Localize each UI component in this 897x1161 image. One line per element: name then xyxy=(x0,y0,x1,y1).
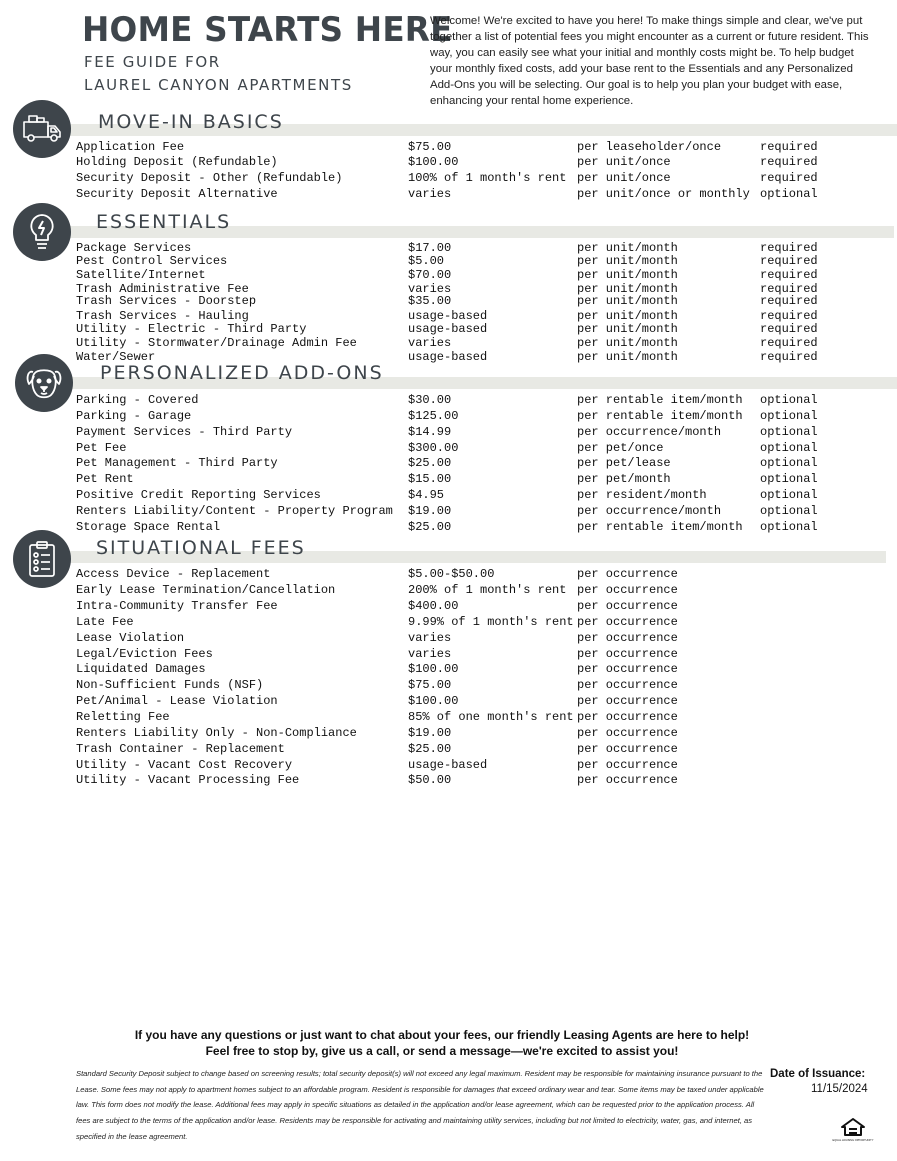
fee-frequency: per occurrence xyxy=(577,773,678,787)
fee-frequency: per pet/lease xyxy=(577,456,671,470)
fee-name: Utility - Stormwater/Drainage Admin Fee xyxy=(76,336,357,350)
table-row xyxy=(0,583,897,599)
table-row xyxy=(0,710,897,726)
fee-amount: 100% of 1 month's rent xyxy=(408,171,567,185)
fee-name: Application Fee xyxy=(76,140,185,154)
fee-frequency: per occurrence/month xyxy=(577,425,722,439)
table-row xyxy=(0,773,897,789)
fee-status: required xyxy=(760,336,818,350)
fee-frequency: per unit/month xyxy=(577,322,678,336)
table-row xyxy=(0,472,897,488)
fee-status: optional xyxy=(760,504,818,518)
fee-name: Renters Liability/Content - Property Program xyxy=(76,504,393,518)
fee-name: Intra-Community Transfer Fee xyxy=(76,599,278,613)
fee-status: required xyxy=(760,241,818,255)
table-row xyxy=(0,488,897,504)
fee-name: Package Services xyxy=(76,241,192,255)
situational-title: SITUATIONAL FEES xyxy=(96,537,306,559)
fee-frequency: per occurrence xyxy=(577,647,678,661)
fee-name: Liquidated Damages xyxy=(76,662,206,676)
fee-amount: $15.00 xyxy=(408,472,452,486)
fee-name: Positive Credit Reporting Services xyxy=(76,488,321,502)
fee-name: Utility - Vacant Cost Recovery xyxy=(76,758,293,772)
table-row xyxy=(0,631,897,647)
fee-frequency: per occurrence/month xyxy=(577,504,722,518)
fee-name: Pet Rent xyxy=(76,472,134,486)
fee-amount: $100.00 xyxy=(408,662,459,676)
fee-frequency: per occurrence xyxy=(577,726,678,740)
fee-frequency: per unit/month xyxy=(577,294,678,308)
fee-amount: $25.00 xyxy=(408,742,452,756)
fee-name: Legal/Eviction Fees xyxy=(76,647,213,661)
fee-frequency: per unit/month xyxy=(577,309,678,323)
fee-amount: $100.00 xyxy=(408,155,459,169)
fee-name: Pet/Animal - Lease Violation xyxy=(76,694,278,708)
fee-amount: $19.00 xyxy=(408,504,452,518)
table-row xyxy=(0,694,897,710)
table-row xyxy=(0,504,897,520)
fee-amount: $400.00 xyxy=(408,599,459,613)
fee-name: Parking - Garage xyxy=(76,409,192,423)
fee-frequency: per occurrence xyxy=(577,710,678,724)
fee-name: Security Deposit Alternative xyxy=(76,187,278,201)
fee-status: optional xyxy=(760,520,818,534)
table-row xyxy=(0,187,897,203)
fee-frequency: per unit/month xyxy=(577,350,678,364)
fee-amount: usage-based xyxy=(408,322,488,336)
page-title: HOME STARTS HERE xyxy=(82,10,453,50)
table-row xyxy=(0,647,897,663)
fee-frequency: per occurrence xyxy=(577,615,678,629)
table-row xyxy=(0,294,897,310)
table-row xyxy=(0,393,897,409)
fee-frequency: per unit/once xyxy=(577,155,671,169)
table-row xyxy=(0,615,897,631)
fee-name: Parking - Covered xyxy=(76,393,199,407)
fee-amount: $75.00 xyxy=(408,678,452,692)
fee-name: Water/Sewer xyxy=(76,350,156,364)
fee-status: required xyxy=(760,155,818,169)
fee-status: optional xyxy=(760,425,818,439)
fee-amount: usage-based xyxy=(408,758,488,772)
fee-frequency: per unit/month xyxy=(577,282,678,296)
fee-amount: varies xyxy=(408,631,452,645)
fee-frequency: per occurrence xyxy=(577,662,678,676)
fee-frequency: per unit/month xyxy=(577,254,678,268)
fee-status: optional xyxy=(760,456,818,470)
fee-name: Pet Fee xyxy=(76,441,127,455)
fee-amount: varies xyxy=(408,647,452,661)
table-row xyxy=(0,567,897,583)
table-row xyxy=(0,425,897,441)
table-row xyxy=(0,350,897,366)
table-row xyxy=(0,140,897,156)
fee-amount: $35.00 xyxy=(408,294,452,308)
table-row xyxy=(0,409,897,425)
fee-amount: varies xyxy=(408,336,452,350)
date-of-issuance-value: 11/15/2024 xyxy=(811,1083,868,1095)
fee-status: required xyxy=(760,282,818,296)
fee-name: Satellite/Internet xyxy=(76,268,206,282)
fee-status: optional xyxy=(760,472,818,486)
essentials-title: ESSENTIALS xyxy=(96,211,232,233)
fee-amount: $50.00 xyxy=(408,773,452,787)
fee-amount: $5.00 xyxy=(408,254,445,268)
fee-frequency: per unit/once xyxy=(577,171,671,185)
fee-amount: $17.00 xyxy=(408,241,452,255)
fee-name: Late Fee xyxy=(76,615,134,629)
date-of-issuance-label: Date of Issuance: xyxy=(770,1068,866,1080)
fee-status: optional xyxy=(760,409,818,423)
help-line-2: Feel free to stop by, give us a call, or send a message—we're excited to assist you! xyxy=(205,1044,679,1058)
fee-status: required xyxy=(760,350,818,364)
fee-frequency: per unit/month xyxy=(577,241,678,255)
fee-frequency: per unit/once or monthly xyxy=(577,187,750,201)
fee-status: optional xyxy=(760,488,818,502)
fee-frequency: per occurrence xyxy=(577,599,678,613)
fee-frequency: per occurrence xyxy=(577,583,678,597)
intro-paragraph: Welcome! We're excited to have you here! To make things simple and clear, we've put together a list of potential fees you might encounter as a current or future resident. This way, you can easily see what your initial and monthly costs might be. To help budget your monthly fixed costs, add your base rent to the Essentials and any Personalized Add-Ons you will be selecting. Our goal is to help you plan your budget with ease, enhancing your rental home experience. xyxy=(430,15,869,107)
fee-frequency: per leaseholder/once xyxy=(577,140,722,154)
equal-housing-opportunity-icon xyxy=(832,1117,874,1143)
fee-amount: usage-based xyxy=(408,309,488,323)
addons-title: PERSONALIZED ADD-ONS xyxy=(100,362,384,384)
table-row xyxy=(0,742,897,758)
fee-frequency: per occurrence xyxy=(577,678,678,692)
fee-frequency: per pet/once xyxy=(577,441,664,455)
fee-name: Pest Control Services xyxy=(76,254,228,268)
table-row xyxy=(0,758,897,774)
fee-name: Holding Deposit (Refundable) xyxy=(76,155,278,169)
fee-amount: $14.99 xyxy=(408,425,452,439)
fee-frequency: per unit/month xyxy=(577,268,678,282)
fee-status: required xyxy=(760,140,818,154)
fee-amount: 9.99% of 1 month's rent xyxy=(408,615,574,629)
fee-amount: 200% of 1 month's rent xyxy=(408,583,567,597)
fee-frequency: per occurrence xyxy=(577,694,678,708)
fee-frequency: per occurrence xyxy=(577,742,678,756)
fee-name: Trash Services - Doorstep xyxy=(76,294,257,308)
fee-name: Trash Container - Replacement xyxy=(76,742,285,756)
fee-amount: $75.00 xyxy=(408,140,452,154)
fee-name: Renters Liability Only - Non-Compliance xyxy=(76,726,357,740)
table-row xyxy=(0,726,897,742)
fee-name: Non-Sufficient Funds (NSF) xyxy=(76,678,264,692)
page-subtitle-line1: FEE GUIDE FOR xyxy=(84,53,221,71)
fee-name: Pet Management - Third Party xyxy=(76,456,278,470)
move-in-title: MOVE-IN BASICS xyxy=(98,111,284,133)
fee-status: required xyxy=(760,294,818,308)
fee-frequency: per unit/month xyxy=(577,336,678,350)
fee-name: Lease Violation xyxy=(76,631,185,645)
fee-name: Access Device - Replacement xyxy=(76,567,271,581)
fee-name: Trash Administrative Fee xyxy=(76,282,249,296)
fee-frequency: per occurrence xyxy=(577,758,678,772)
fee-amount: 85% of one month's rent xyxy=(408,710,574,724)
fee-name: Reletting Fee xyxy=(76,710,170,724)
fee-name: Early Lease Termination/Cancellation xyxy=(76,583,336,597)
table-row xyxy=(0,155,897,171)
fee-amount: $125.00 xyxy=(408,409,459,423)
fee-status: required xyxy=(760,171,818,185)
logo-text: EQUAL HOUSING OPPORTUNITY xyxy=(832,1139,874,1142)
fee-amount: $30.00 xyxy=(408,393,452,407)
fee-frequency: per rentable item/month xyxy=(577,393,743,407)
table-row xyxy=(0,441,897,457)
fee-frequency: per occurrence xyxy=(577,631,678,645)
fee-frequency: per occurrence xyxy=(577,567,678,581)
fee-amount: varies xyxy=(408,282,452,296)
fee-amount: $5.00-$50.00 xyxy=(408,567,495,581)
fee-name: Utility - Vacant Processing Fee xyxy=(76,773,300,787)
table-row xyxy=(0,520,897,536)
fee-status: optional xyxy=(760,187,818,201)
table-row xyxy=(0,662,897,678)
table-row xyxy=(0,678,897,694)
fee-amount: $70.00 xyxy=(408,268,452,282)
page-subtitle-line2: LAUREL CANYON APARTMENTS xyxy=(84,76,353,94)
fee-name: Utility - Electric - Third Party xyxy=(76,322,307,336)
fee-frequency: per pet/month xyxy=(577,472,671,486)
fee-frequency: per resident/month xyxy=(577,488,707,502)
fine-print: Standard Security Deposit subject to change based on screening results; total security deposit(s) will not exceed any legal maximum. Resident may be responsible for maintaining insurance pursuant to the Lease. Some fees may not apply to apartment homes subject to an affordable program. Resident is responsible for damages that exceed ordinary wear and tear. Some items may be taxed under applicable law. This form does not modify the lease. Additional fees may apply in specific situations as detailed in the application and/or lease agreement, which can be requested prior to the application process. All fees are subject to the terms of the application and/or lease. Residents may be responsible for activating and maintaining utility services, including but not limited to electricity, water, gas, and internet, as specified in the lease agreement. xyxy=(76,1069,764,1141)
fee-amount: $25.00 xyxy=(408,456,452,470)
fee-name: Storage Space Rental xyxy=(76,520,221,534)
fee-name: Trash Services - Hauling xyxy=(76,309,249,323)
table-row xyxy=(0,171,897,187)
fee-status: optional xyxy=(760,393,818,407)
fee-name: Payment Services - Third Party xyxy=(76,425,293,439)
fee-status: required xyxy=(760,268,818,282)
fee-amount: $25.00 xyxy=(408,520,452,534)
fee-amount: $19.00 xyxy=(408,726,452,740)
table-row xyxy=(0,599,897,615)
fee-amount: $4.95 xyxy=(408,488,445,502)
fee-amount: usage-based xyxy=(408,350,488,364)
table-row xyxy=(0,456,897,472)
help-line-1: If you have any questions or just want to chat about your fees, our friendly Leasing Agents are here to help! xyxy=(134,1028,750,1042)
fee-status: required xyxy=(760,254,818,268)
fee-status: required xyxy=(760,309,818,323)
fee-status: optional xyxy=(760,441,818,455)
fee-amount: varies xyxy=(408,187,452,201)
fee-frequency: per rentable item/month xyxy=(577,409,743,423)
fee-status: required xyxy=(760,322,818,336)
fee-name: Security Deposit - Other (Refundable) xyxy=(76,171,343,185)
fee-amount: $300.00 xyxy=(408,441,459,455)
fee-frequency: per rentable item/month xyxy=(577,520,743,534)
fee-amount: $100.00 xyxy=(408,694,459,708)
